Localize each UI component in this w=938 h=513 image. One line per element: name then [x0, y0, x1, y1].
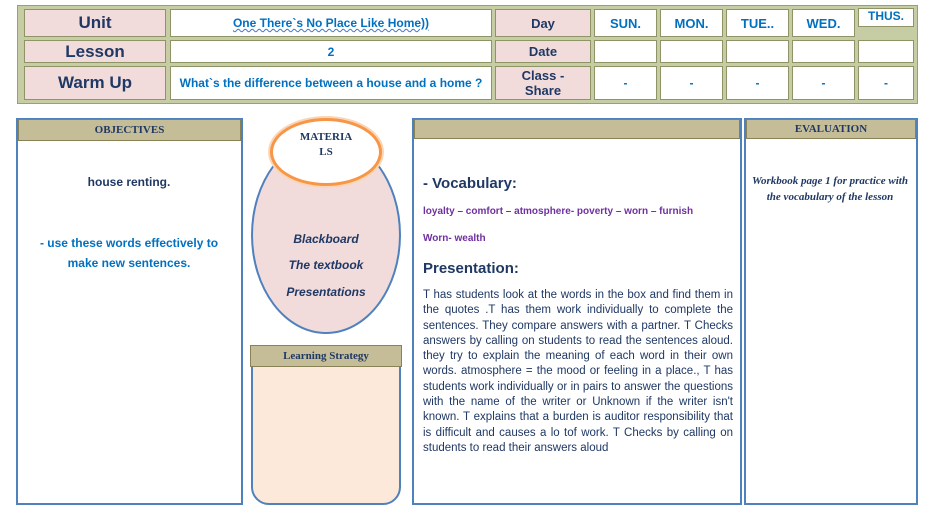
objectives-title: OBJECTIVES: [18, 119, 241, 141]
objectives-line2: - use these words effectively to make new sentences.: [39, 236, 219, 270]
lesson-value: 2: [170, 40, 492, 63]
day-mon: MON.: [660, 9, 723, 37]
day-label: Day: [495, 9, 591, 37]
day-tue: TUE..: [726, 9, 789, 37]
class-share-label: Class - Share: [495, 66, 591, 100]
materials-item-textbook: The textbook: [288, 258, 364, 272]
materials-title-line2: LS: [319, 146, 333, 158]
vocabulary-words-line2: Worn- wealth: [423, 233, 486, 244]
date-label: Date: [495, 40, 591, 63]
evaluation-text: Workbook page 1 for practice with the vocabulary of the lesson: [752, 175, 908, 203]
unit-value-text: One There`s No Place Like Home)): [232, 16, 430, 30]
lesson-label: Lesson: [24, 40, 166, 63]
unit-value: [170, 9, 492, 37]
learning-strategy-box: [251, 365, 401, 505]
materials-item-blackboard: Blackboard: [293, 232, 359, 246]
materials-item-presentations: Presentations: [286, 285, 366, 299]
date-cell-tue: [726, 40, 789, 63]
unit-label: Unit: [24, 9, 166, 37]
vocabulary-words-text: loyalty – comfort – atmosphere- poverty – worn – furnish: [423, 206, 694, 217]
date-cell-thu: [858, 40, 914, 63]
warmup-value: [170, 66, 492, 100]
warmup-label: Warm Up: [24, 66, 166, 100]
materials-title: [270, 130, 382, 160]
learning-strategy-title: Learning Strategy: [250, 345, 402, 367]
day-wed: WED.: [792, 9, 855, 37]
class-share-sun: -: [594, 66, 657, 100]
class-share-tue: -: [726, 66, 789, 100]
presentation-heading: Presentation:: [423, 260, 519, 277]
date-cell-wed: [792, 40, 855, 63]
day-thu: THUS.: [858, 8, 914, 27]
day-sun: SUN.: [594, 9, 657, 37]
date-cell-sun: [594, 40, 657, 63]
class-share-mon: -: [660, 66, 723, 100]
presentation-text: T has students look at the words in the box and find them in the quotes .T has them work individually to complete the sentences. They compare answers with a partner. T Checks answers by calling on students to read the sentences aloud. they try to explain the meaning of each word in their own words. atmosphere = the mood or feeling in a place., T has students work individually or in pairs to answer the questions with the name of the writer or Unknown if the writer isn't known. T explains that a burden is auditor responsibility that is difficult and causes a lo tof work. T Checks by calling on students to read their answers aloud: [423, 289, 733, 454]
vocabulary-heading: - Vocabulary:: [423, 175, 517, 192]
class-share-wed: -: [792, 66, 855, 100]
class-share-thu: -: [858, 66, 914, 100]
procedure-title-bar: [414, 119, 740, 139]
evaluation-title: EVALUATION: [746, 119, 916, 139]
warmup-question-text: What`s the difference between a house and a home ?: [179, 75, 483, 90]
objectives-line1: house renting.: [87, 175, 171, 189]
vocabulary-words-line1: [423, 206, 693, 217]
materials-title-line1: MATERIA: [299, 131, 353, 143]
date-cell-mon: [660, 40, 723, 63]
